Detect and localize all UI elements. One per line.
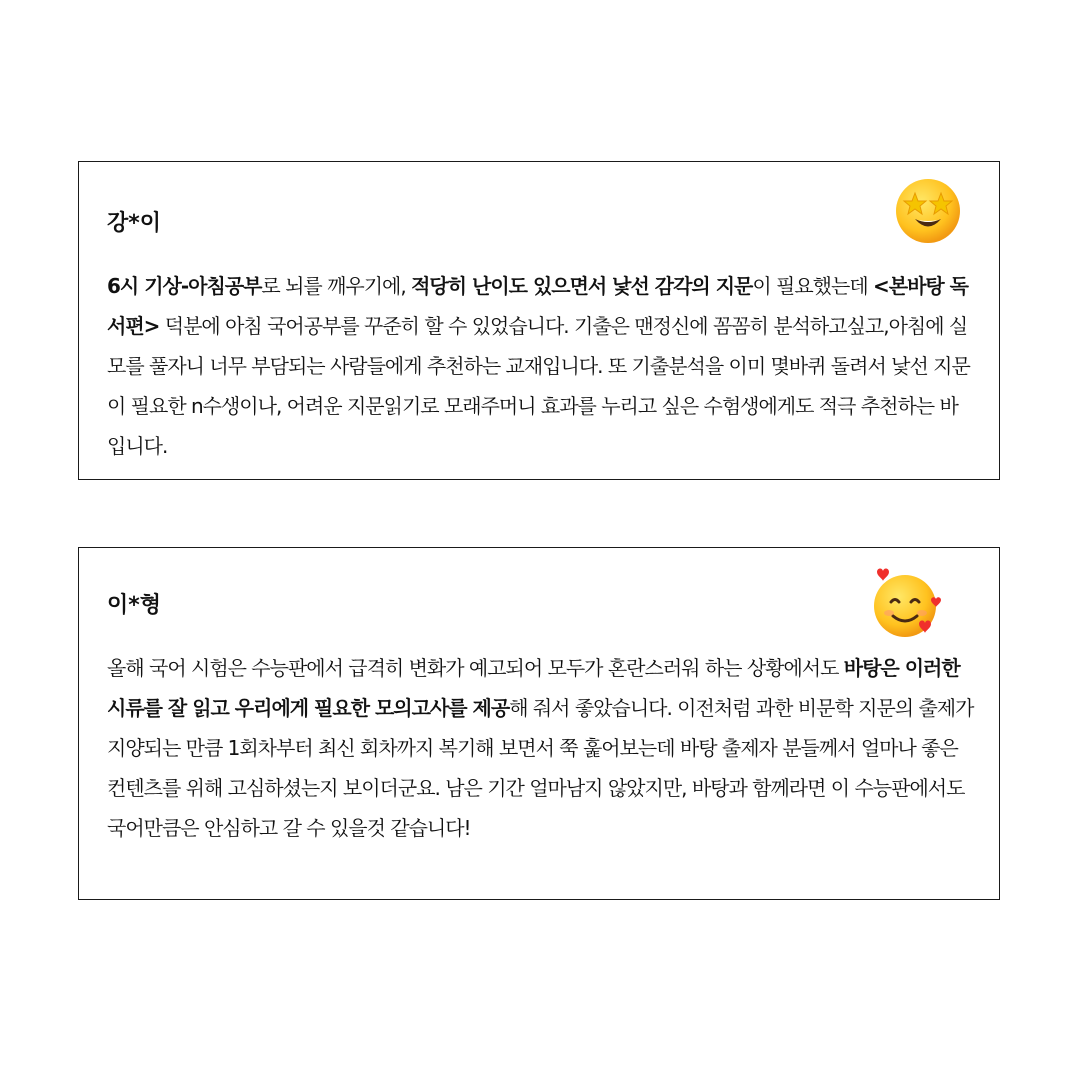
- review-card: [78, 161, 1000, 480]
- review-text-highlight: <본바탕 독서편>: [107, 274, 969, 338]
- review-author: 이*형: [107, 593, 162, 618]
- review-text-highlight: 6시 기상-아침공부: [107, 274, 262, 298]
- star-struck-face-icon: [893, 176, 963, 250]
- review-text-segment: 올해 국어 시험은 수능판에서 급격히 변화가 예고되어 모두가 혼란스러워 하는 상황에서도: [107, 656, 844, 680]
- review-text-segment: 이 필요했는데: [752, 274, 873, 298]
- review-text-highlight: 바탕은 이러한 시류를 잘 읽고 우리에게 필요한 모의고사를 제공: [107, 656, 960, 720]
- review-text-segment: 로 뇌를 깨우기에,: [261, 274, 412, 298]
- review-text: [107, 648, 975, 848]
- review-text-segment: 덕분에 아침 국어공부를 꾸준히 할 수 있었습니다. 기출은 맨정신에 꼼꼼히 분석하고싶고,아침에 실모를 풀자니 너무 부담되는 사람들에게 추천하는 교재입니다. 또 기출분석을 이미 몇바퀴 돌려서 낯선 지문이 필요한 n수생이나, 어려운 지문읽기로 모래주머니 효과를 누리고 싶은 수험생에게도 적극 추천하는 바입니다.: [107, 314, 970, 458]
- review-text-segment: 해 줘서 좋았습니다. 이전처럼 과한 비문학 지문의 출제가 지양되는 만큼 1회차부터 최신 회차까지 복기해 보면서 쭉 훑어보는데 바탕 출제자 분들께서 얼마나 좋은 컨텐츠를 위해 고심하셨는지 보이더군요. 남은 기간 얼마남지 않았지만, 바탕과 함께라면 이 수능판에서도 국어만큼은 안심하고 갈 수 있을것 같습니다!: [107, 696, 974, 840]
- review-text: [107, 266, 975, 466]
- review-card: [78, 547, 1000, 900]
- review-text-highlight: 적당히 난이도 있으면서 낯선 감각의 지문: [411, 274, 753, 298]
- review-author: 강*이: [107, 211, 162, 236]
- smiling-face-with-hearts-icon: [867, 564, 947, 648]
